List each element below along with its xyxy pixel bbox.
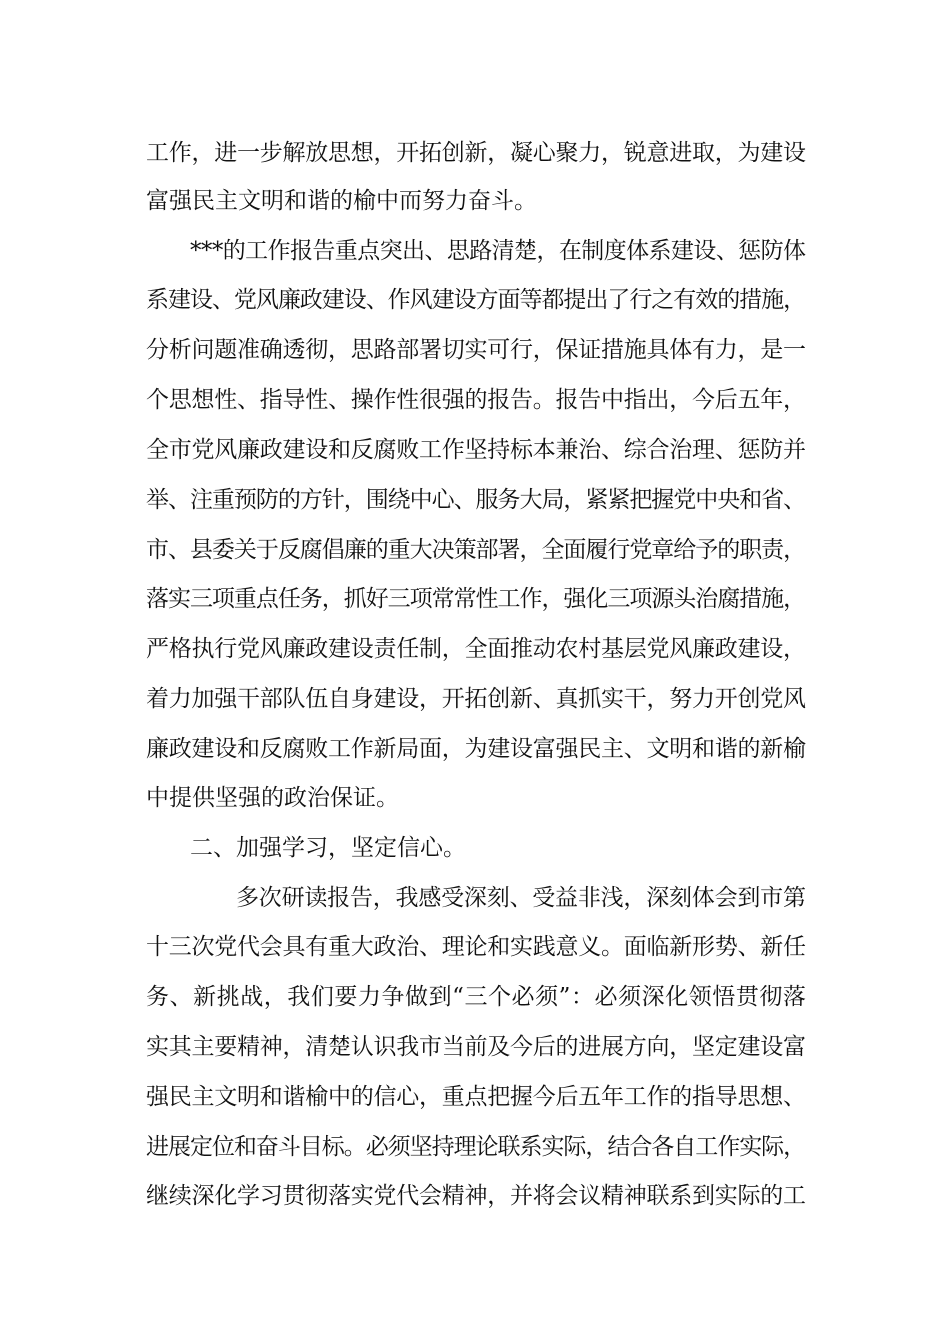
text-line: 廉政建设和反腐败工作新局面，为建设富强民主、文明和谐的新榆: [146, 736, 806, 762]
text-line: 着力加强干部队伍自身建设，开拓创新、真抓实干，努力开创党风: [146, 686, 806, 712]
text-line: 市、县委关于反腐倡廉的重大决策部署，全面履行党章给予的职责，: [146, 537, 806, 563]
text-line: 中提供坚强的政治保证。: [146, 785, 399, 811]
text-line: 全市党风廉政建设和反腐败工作坚持标本兼治、综合治理、惩防并: [146, 437, 806, 463]
text-line: 实其主要精神，清楚认识我市当前及今后的进展方向，坚定建设富: [146, 1034, 806, 1060]
text-line: 继续深化学习贯彻落实党代会精神，并将会议精神联系到实际的工: [146, 1183, 806, 1209]
text-line: 分析问题准确透彻，思路部署切实可行，保证措施具体有力，是一: [146, 337, 806, 363]
section-heading: 二、加强学习，坚定信心。: [190, 835, 466, 861]
text-line: ***的工作报告重点突出、思路清楚，在制度体系建设、惩防体: [190, 238, 806, 264]
text-line: 十三次党代会具有重大政治、理论和实践意义。面临新形势、新任: [146, 934, 806, 960]
text-line: 落实三项重点任务，抓好三项常常性工作，强化三项源头治腐措施，: [146, 586, 806, 612]
text-line: 个思想性、指导性、操作性很强的报告。报告中指出，今后五年，: [146, 387, 806, 413]
text-line: 强民主文明和谐榆中的信心，重点把握今后五年工作的指导思想、: [146, 1084, 806, 1110]
text-line: 严格执行党风廉政建设责任制，全面推动农村基层党风廉政建设，: [146, 636, 806, 662]
text-line: 多次研读报告，我感受深刻、受益非浅，深刻体会到市第: [236, 885, 806, 911]
text-line: 工作，进一步解放思想，开拓创新，凝心聚力，锐意进取，为建设: [146, 140, 806, 166]
text-line: 进展定位和奋斗目标。必须坚持理论联系实际，结合各自工作实际，: [146, 1134, 806, 1160]
text-line: 举、注重预防的方针，围绕中心、服务大局，紧紧把握党中央和省、: [146, 487, 806, 513]
text-line: 富强民主文明和谐的榆中而努力奋斗。: [146, 188, 537, 214]
text-line: 务、新挑战，我们要力争做到“三个必须”：必须深化领悟贯彻落: [146, 984, 807, 1010]
text-line: 系建设、党风廉政建设、作风建设方面等都提出了行之有效的措施，: [146, 287, 806, 313]
